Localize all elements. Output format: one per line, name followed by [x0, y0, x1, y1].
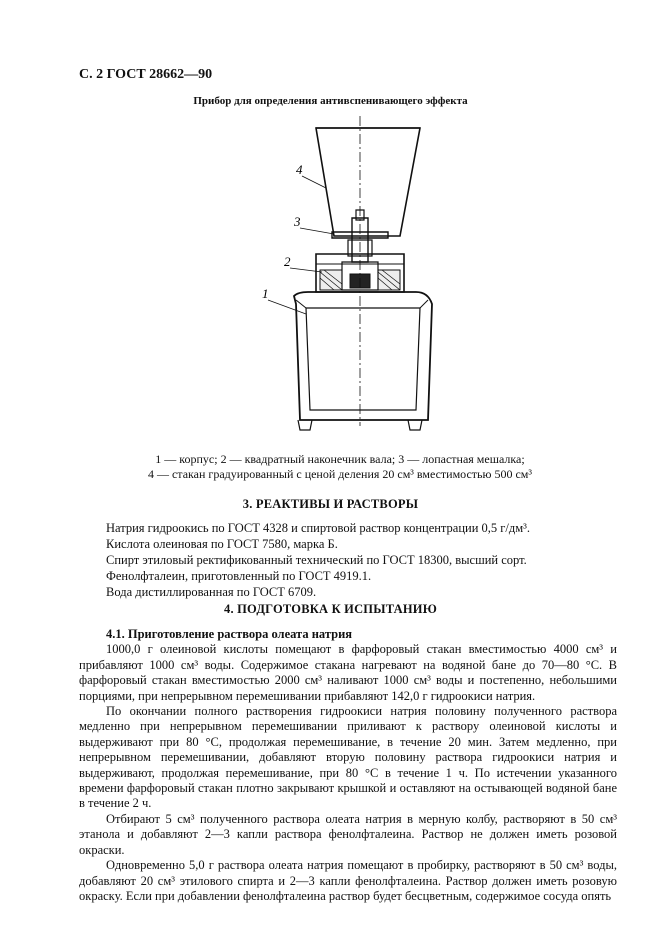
caption-line-2: 4 — стакан градуированный с ценой деления 20 см³ вместимостью 500 см³ — [147, 467, 532, 481]
paragraph: По окончании полного растворения гидроокиси натрия половину полученного раствора медленно при непрерывном перемешивании приливают к раствору олеиновой кислоты и выдерживают при 80 °С, продолжая перемешивание, в течение 20 мин. Затем медленно, при непрерывном перемешивании, добавляют вторую половину раствора гидроокиси натрия и выдерживают, продолжая перемешивание, при 80 °С в течение 1 ч. По истечении указанного времени фарфоровый стакан плотно закрывают крышкой и оставляют на остывающей водяной бане в течение 2 ч. — [79, 704, 617, 811]
paragraph: Одновременно 5,0 г раствора олеата натрия помещают в пробирку, растворяют в 50 см³ воды, добавляют 20 см³ этилового спирта и 2—3 капли фенолфталеина. Раствор должен иметь розовую окраску. Если при добавлении фенолфталеина раствор будет бесцветным, содержимое сосуда опять — [79, 858, 617, 903]
apparatus-drawing — [238, 114, 438, 434]
section-3-title: 3. РЕАКТИВЫ И РАСТВОРЫ — [242, 497, 419, 511]
reagent-line: Натрия гидроокись по ГОСТ 4328 и спиртовой раствор концентрации 0,5 г/дм³. — [106, 521, 531, 535]
caption-line-1: 1 — корпус; 2 — квадратный наконечник вала; 3 — лопастная мешалка; — [155, 452, 525, 466]
section-4-title: 4. ПОДГОТОВКА К ИСПЫТАНИЮ — [224, 602, 437, 616]
callout-1: 1 — [262, 286, 269, 301]
reagent-line: Вода дистиллированная по ГОСТ 6709. — [106, 585, 317, 599]
subsection-title: 4.1. Приготовление раствора олеата натрия — [106, 627, 353, 641]
reagent-line: Фенолфталеин, приготовленный по ГОСТ 4919.1. — [106, 569, 372, 583]
body-outline — [294, 292, 432, 420]
paragraph: Отбирают 5 см³ полученного раствора олеата натрия в мерную колбу, растворяют в 50 см³ этанола и добавляют 2—3 капли раствора фенолфталеина. Раствор не должен иметь розовой окраски. — [79, 811, 617, 857]
figure-title: Прибор для определения антивспенивающего эффекта — [193, 95, 468, 107]
reagent-line: Кислота олеиновая по ГОСТ 7580, марка Б. — [106, 537, 338, 551]
callout-2: 2 — [284, 254, 291, 269]
figure-caption — [100, 452, 580, 482]
page-header: С. 2 ГОСТ 28662—90 — [79, 67, 213, 82]
callout-3: 3 — [294, 214, 301, 229]
callout-4: 4 — [296, 162, 303, 177]
section-4-body — [79, 627, 617, 904]
paragraph: 1000,0 г олеиновой кислоты помещают в фарфоровый стакан вместимостью 4000 см³ и прибавляют 1000 см³ воды. Содержимое стакана нагревают на водяной бане до 70—80 °С. В фарфоровый стакан вместимостью 2000 см³ наливают 1000 см³ воды и постепенно, небольшими порциями, при непрерывном перемешивании прибавляют 142,0 г гидроокиси натрия. — [79, 642, 617, 703]
section-3-body — [106, 520, 530, 600]
reagent-line: Спирт этиловый ректификованный технический по ГОСТ 18300, высший сорт. — [106, 553, 527, 567]
